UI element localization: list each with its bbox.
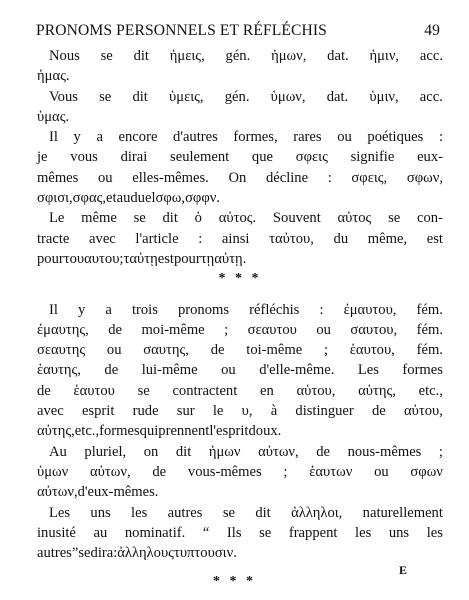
word: αὐτων, [258, 443, 299, 460]
word: ἡμιν, [369, 48, 400, 64]
text-line [37, 168, 443, 188]
word: eux- [417, 149, 443, 166]
word: prennent [158, 423, 210, 440]
word: on [143, 443, 159, 460]
word: doux. [248, 423, 282, 440]
word: avec [89, 230, 116, 247]
text-line [37, 147, 443, 167]
word: y [78, 301, 86, 318]
word: de [210, 342, 225, 359]
word: ; [283, 463, 288, 480]
word: encore [118, 129, 158, 146]
word: autres [167, 504, 203, 521]
end-asterism: * * * [213, 574, 256, 589]
word: Souvent [272, 210, 321, 227]
word: vous-mêmes [187, 463, 262, 480]
word: d'elle-même. [259, 362, 335, 379]
word: Le [49, 210, 65, 227]
word: Nous [49, 48, 80, 64]
text-line [37, 462, 443, 482]
word: du [333, 230, 349, 247]
word: ou [337, 129, 352, 146]
word: : [113, 545, 118, 562]
word: : [327, 169, 332, 186]
word: fém. [416, 342, 443, 359]
word: Ils [226, 524, 242, 541]
word: distinguer [295, 403, 354, 420]
word: σφων, [406, 169, 443, 186]
word: αὐτος [337, 210, 372, 227]
word: inusité [37, 524, 76, 541]
word: au [93, 524, 108, 541]
text-line [37, 249, 443, 269]
text-line [37, 503, 443, 523]
word: pour [37, 250, 64, 267]
word: naturellement [362, 504, 443, 521]
text-line [37, 340, 443, 360]
word: αὐτος. [218, 210, 257, 227]
word: se [222, 504, 235, 521]
word: dit [255, 504, 271, 521]
word: formes, [233, 129, 278, 146]
word: “ [202, 524, 210, 541]
word: ὑμων, [270, 88, 306, 105]
word: pluriel, [84, 443, 127, 460]
word: On [228, 169, 247, 186]
word: de [371, 403, 386, 420]
word: a [105, 301, 112, 318]
word: ἑαυτου [73, 382, 115, 399]
word: υ, [241, 403, 253, 420]
word: mêmes [37, 169, 79, 186]
word: seulement [170, 149, 230, 166]
word: gén. [224, 88, 250, 105]
text-line [37, 320, 443, 340]
word: ; [323, 342, 329, 359]
text-line [37, 401, 443, 421]
text-line [37, 300, 443, 320]
word: Les [357, 362, 379, 379]
text-line [37, 523, 443, 543]
word: dit [132, 88, 148, 105]
word: est [157, 250, 174, 267]
page-number: 49 [424, 22, 440, 39]
word: αυτου [84, 250, 120, 267]
text-line [37, 543, 443, 563]
word: ταὐτῃ [123, 250, 158, 267]
word: ou [374, 463, 389, 480]
word: le [212, 403, 224, 420]
signature-mark: E [398, 563, 407, 577]
text-line [37, 46, 443, 66]
word: σφω, [155, 190, 186, 207]
text-line [37, 188, 443, 208]
text-line [37, 66, 443, 86]
word: nominatif. [124, 524, 186, 541]
word: formes [99, 423, 140, 440]
text-line [37, 381, 443, 401]
word: poétiques [367, 129, 424, 146]
word: ἡμων [208, 443, 241, 460]
word: αὐτων, [37, 484, 78, 501]
word: uns [388, 524, 410, 541]
word: etc., [418, 382, 443, 399]
word: que [251, 149, 273, 166]
text-line [37, 208, 443, 228]
word: fém. [416, 321, 443, 338]
word: : [438, 129, 443, 146]
word: lui-même [141, 362, 198, 379]
word: autres [37, 545, 72, 562]
word: avec [37, 403, 64, 420]
word: pour [173, 250, 201, 267]
word: ἀλληλους [117, 545, 174, 562]
word: acc. [419, 48, 443, 64]
word: σαυτου, [350, 321, 398, 338]
text-line [37, 107, 443, 127]
page-body [37, 46, 443, 563]
word: αὐτης, [37, 423, 75, 440]
word: αὑτης, [358, 382, 396, 399]
word: ; [224, 321, 229, 338]
word: l'esprit [209, 423, 249, 440]
word: même, [367, 230, 408, 247]
word: τυπτουσιν. [173, 545, 237, 562]
word: του [63, 250, 85, 267]
text-line [37, 442, 443, 462]
word: et [106, 190, 117, 207]
word: se [100, 48, 113, 64]
word: ἀλληλοι, [291, 504, 343, 521]
word: sur [176, 403, 195, 420]
word: ἐμαυτης, [37, 321, 89, 338]
word: formes [402, 362, 443, 379]
word: se [259, 524, 272, 541]
word: ὑμεις, [169, 88, 204, 105]
word: dirai [120, 149, 148, 166]
word: ou [316, 321, 331, 338]
word: Vous [49, 88, 78, 105]
word: σεαυτης [37, 342, 86, 359]
word: de [152, 463, 167, 480]
word: ἐμαυτου, [343, 301, 397, 318]
page-header [36, 22, 440, 40]
word: ; [119, 250, 124, 267]
word: les [355, 524, 372, 541]
word: signifie [350, 149, 395, 166]
word: moi-même [141, 321, 205, 338]
word: de [104, 362, 119, 379]
word: d'eux-mêmes. [77, 484, 159, 501]
word: σαυτης, [143, 342, 189, 359]
word: σφισι, [37, 190, 73, 207]
word: fém. [416, 301, 443, 318]
word: σφων [410, 463, 443, 480]
word: contractent [172, 382, 238, 399]
word: τῃ [200, 250, 215, 267]
word: de [37, 382, 51, 399]
word: se [78, 545, 91, 562]
asterism-separator: * * * [218, 271, 262, 287]
word: ἑαυτης, [37, 362, 81, 379]
word: frappent [288, 524, 338, 541]
word: décline [265, 169, 309, 186]
word: se [133, 210, 146, 227]
word: αὐτων, [90, 463, 131, 480]
word: a [96, 129, 103, 146]
word: Il [49, 129, 58, 146]
word: trois [131, 301, 158, 318]
word: ou [97, 169, 113, 186]
word: duel [130, 190, 156, 207]
word: rares [293, 129, 322, 146]
word: réfléchis [249, 301, 300, 318]
word: dat. [326, 88, 349, 105]
word: σφφν. [185, 190, 221, 207]
word: d'autres [173, 129, 218, 146]
word: dira [90, 545, 114, 562]
word: ἡμας. [37, 68, 70, 85]
word: dat. [327, 48, 349, 64]
word: acc. [419, 88, 443, 105]
text-line [37, 360, 443, 380]
word: rude [132, 403, 159, 420]
word: ταὐτου, [269, 230, 314, 247]
word: gén. [225, 48, 251, 64]
word: je [37, 149, 48, 166]
text-line [37, 229, 443, 249]
text-line [37, 482, 443, 502]
word: uns [90, 504, 111, 521]
word: ” [71, 545, 79, 562]
text-line [37, 127, 443, 147]
word: est [426, 230, 443, 247]
word: αὐτῃ. [214, 250, 247, 267]
word: l'article [135, 230, 179, 247]
word: esprit [81, 403, 115, 420]
word: de [108, 321, 122, 338]
word: qui [139, 423, 159, 440]
word: σφεις [295, 149, 328, 166]
word: σφας, [72, 190, 107, 207]
text-line [37, 421, 443, 441]
word: vous [70, 149, 98, 166]
word: au [116, 190, 131, 207]
word: Au [49, 443, 67, 460]
word: : [198, 230, 203, 247]
word: ὁ [194, 210, 202, 227]
word: ὑμων [37, 463, 69, 480]
word: pronoms [177, 301, 230, 318]
word: ὑμας. [37, 108, 70, 125]
word: y [73, 129, 81, 146]
word: se [99, 88, 112, 105]
running-title: PRONOMS PERSONNELS ET RÉFLÉCHIS [36, 22, 327, 39]
word: toi-même [246, 342, 303, 359]
word: dit [175, 443, 192, 460]
word: ou [106, 342, 122, 359]
word: en [259, 382, 274, 399]
word: elles-mêmes. [132, 169, 209, 186]
word: : [319, 301, 324, 318]
word: σεαυτου [247, 321, 297, 338]
word: les [131, 504, 148, 521]
word: etc., [74, 423, 100, 440]
word: se [137, 382, 150, 399]
word: σφεις, [351, 169, 388, 186]
word: ἡμεις, [169, 48, 205, 64]
word: dit [133, 48, 149, 64]
text-line [37, 87, 443, 107]
word: même [81, 210, 117, 227]
word: ainsi [221, 230, 250, 247]
word: ou [221, 362, 236, 379]
word: con- [417, 210, 443, 227]
word: ; [438, 443, 443, 460]
word: de [316, 443, 331, 460]
word: dit [162, 210, 178, 227]
word: nous-mêmes [347, 443, 422, 460]
spacer [37, 290, 443, 300]
word: ἑαυτων [309, 463, 353, 480]
word: Les [49, 504, 71, 521]
word: tracte [37, 230, 70, 247]
word: αὐτου, [403, 403, 443, 420]
word: ἡμων, [271, 48, 307, 64]
word: ὑμιν, [369, 88, 399, 105]
word: se [388, 210, 401, 227]
word: Il [49, 301, 58, 318]
word: ἑαυτου, [349, 342, 395, 359]
word: les [426, 524, 443, 541]
word: αὑτου, [296, 382, 336, 399]
word: à [270, 403, 278, 420]
